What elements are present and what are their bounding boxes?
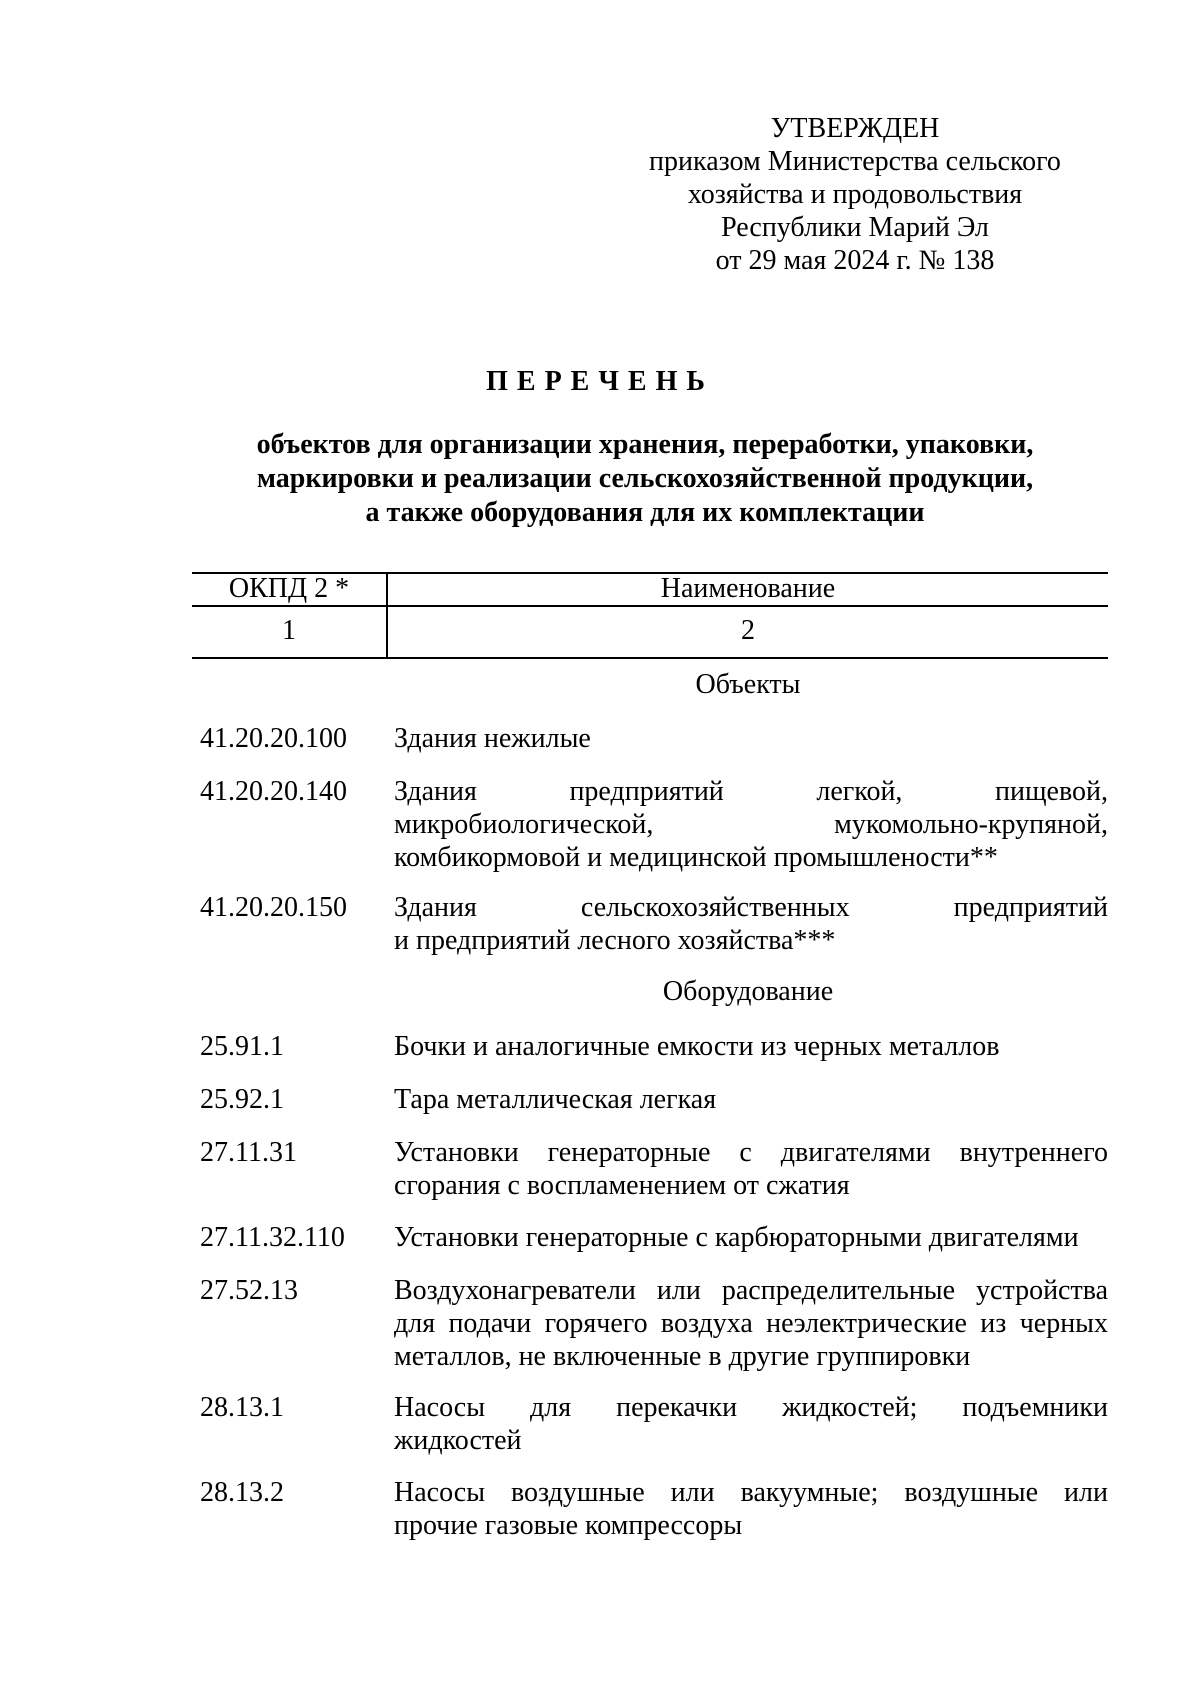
row-name bbox=[394, 891, 1108, 957]
approval-heading: УТВЕРЖДЕН bbox=[770, 113, 940, 144]
row-name-line: сгорания с воспламенением от сжатия bbox=[394, 1170, 850, 1201]
document-title: ПЕРЕЧЕНЬ bbox=[486, 366, 714, 397]
row-code: 41.20.20.140 bbox=[200, 776, 347, 807]
row-name bbox=[394, 1391, 1108, 1457]
section-heading-equipment: Оборудование bbox=[662, 976, 834, 1007]
row-code: 28.13.2 bbox=[200, 1477, 284, 1508]
row-name-line: жидкостей bbox=[394, 1425, 522, 1456]
row-name-line: Насосы для перекачки жидкостей; подъемники bbox=[394, 1392, 1108, 1423]
row-code: 41.20.20.100 bbox=[200, 723, 347, 754]
row-name-line: Тара металлическая легкая bbox=[394, 1084, 717, 1115]
row-name bbox=[394, 1136, 1108, 1202]
row-name-line: Установки генераторные с карбюраторными двигателями bbox=[394, 1222, 1079, 1253]
document-subtitle bbox=[180, 428, 1110, 530]
table-numbers-rule bbox=[192, 657, 1108, 659]
row-name-line: прочие газовые компрессоры bbox=[394, 1510, 743, 1541]
row-code: 27.11.31 bbox=[200, 1137, 297, 1168]
row-name-line: Установки генераторные с двигателями внутреннего bbox=[394, 1137, 1108, 1168]
row-name-line: и предприятий лесного хозяйства*** bbox=[394, 925, 836, 956]
row-code: 41.20.20.150 bbox=[200, 892, 347, 923]
row-name-line: Бочки и аналогичные емкости из черных металлов bbox=[394, 1031, 1000, 1062]
row-code: 25.91.1 bbox=[200, 1031, 284, 1062]
approval-order-line: приказом Министерства сельского bbox=[649, 146, 1061, 177]
row-name-line: микробиологической, мукомольно-крупяной, bbox=[394, 809, 1108, 840]
column-number-2: 2 bbox=[741, 615, 755, 646]
approval-stamp bbox=[620, 112, 1090, 277]
row-code: 27.52.13 bbox=[200, 1275, 298, 1306]
table-header-rule bbox=[192, 605, 1108, 607]
approval-republic-line: Республики Марий Эл bbox=[721, 212, 989, 243]
approval-ministry-line: хозяйства и продовольствия bbox=[687, 179, 1023, 210]
row-name bbox=[394, 1476, 1108, 1542]
row-name bbox=[394, 1030, 1108, 1063]
column-header-name: Наименование bbox=[660, 573, 836, 604]
approval-date-line: от 29 мая 2024 г. № 138 bbox=[715, 245, 995, 276]
subtitle-line: маркировки и реализации сельскохозяйственной продукции, bbox=[256, 463, 1034, 494]
row-name bbox=[394, 722, 1108, 755]
row-name bbox=[394, 1221, 1108, 1254]
row-name-line: комбикормовой и медицинской промышлености** bbox=[394, 842, 998, 873]
column-header-okpd: ОКПД 2 * bbox=[228, 573, 350, 604]
row-name-line: Воздухонагреватели или распределительные устройства bbox=[394, 1275, 1108, 1306]
row-code: 28.13.1 bbox=[200, 1392, 284, 1423]
row-name-line: Здания предприятий легкой, пищевой, bbox=[394, 776, 1108, 807]
row-name-line: для подачи горячего воздуха неэлектрические из черных bbox=[394, 1308, 1108, 1339]
row-name-line: металлов, не включенные в другие группировки bbox=[394, 1341, 971, 1372]
section-heading-objects: Объекты bbox=[695, 669, 801, 700]
row-name bbox=[394, 775, 1108, 874]
subtitle-line: а также оборудования для их комплектации bbox=[365, 497, 925, 528]
subtitle-line: объектов для организации хранения, переработки, упаковки, bbox=[256, 429, 1034, 460]
row-code: 25.92.1 bbox=[200, 1084, 284, 1115]
row-code: 27.11.32.110 bbox=[200, 1222, 345, 1253]
row-name-line: Насосы воздушные или вакуумные; воздушные или bbox=[394, 1477, 1108, 1508]
row-name-line: Здания сельскохозяйственных предприятий bbox=[394, 892, 1108, 923]
row-name bbox=[394, 1083, 1108, 1116]
row-name bbox=[394, 1274, 1108, 1373]
column-number-1: 1 bbox=[282, 615, 296, 646]
row-name-line: Здания нежилые bbox=[394, 723, 591, 754]
